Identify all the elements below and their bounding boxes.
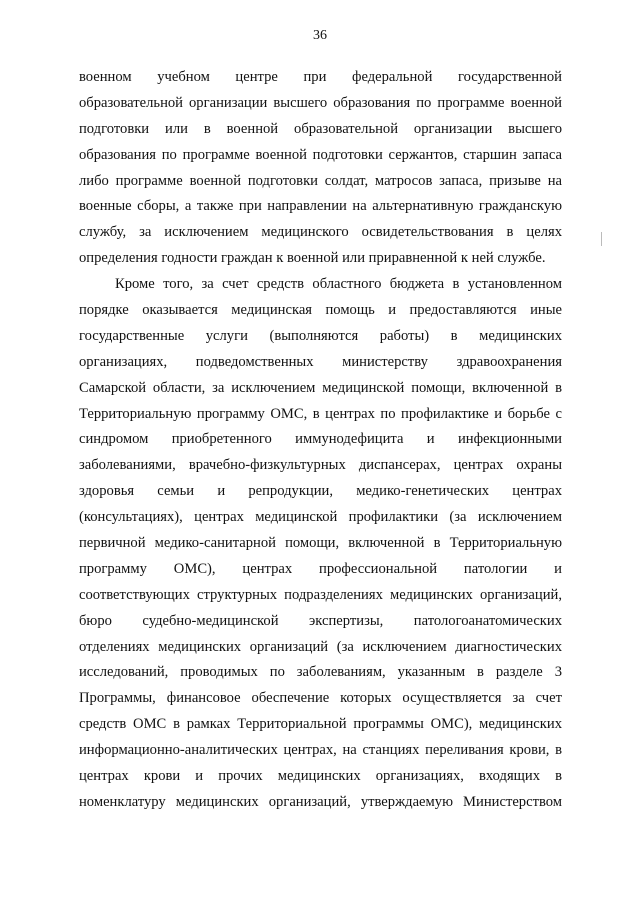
text-line: Самарской области, за исключением медицинской помощи, включенной в bbox=[79, 379, 562, 396]
text-line: центрах крови и прочих медицинских организациях, входящих в bbox=[79, 768, 562, 785]
text-line: военном учебном центре при федеральной государственной bbox=[79, 69, 562, 85]
text-line: средств ОМС в рамках Территориальной программы ОМС), медицинских bbox=[79, 716, 562, 733]
text-line: военные сборы, а также при направлении на альтернативную гражданскую bbox=[79, 198, 562, 215]
text-line: Кроме того, за счет средств областного бюджета в установленном bbox=[115, 276, 562, 293]
text-line: программу ОМС), центрах профессиональной патологии и bbox=[79, 560, 562, 577]
text-line: отделениях медицинских организаций (за исключением диагностических bbox=[79, 638, 562, 655]
text-line: заболеваниями, врачебно-физкультурных диспансерах, центрах охраны bbox=[79, 457, 562, 474]
text-line: номенклатуру медицинских организаций, утверждаемую Министерством bbox=[79, 793, 562, 810]
document-body bbox=[79, 65, 562, 816]
text-line: образовательной организации высшего образования по программе военной bbox=[79, 94, 562, 111]
text-line: Территориальную программу ОМС, в центрах по профилактике и борьбе с bbox=[79, 405, 562, 422]
text-line: (консультациях), центрах медицинской профилактики (за исключением bbox=[79, 509, 562, 526]
text-line: соответствующих структурных подразделениях медицинских организаций, bbox=[79, 586, 562, 603]
text-line: бюро судебно-медицинской экспертизы, патологоанатомических bbox=[79, 612, 562, 629]
text-line: первичной медико-санитарной помощи, включенной в Территориальную bbox=[79, 535, 562, 552]
text-line: порядке оказывается медицинская помощь и предоставляются иные bbox=[79, 302, 562, 319]
text-line: синдромом приобретенного иммунодефицита и инфекционными bbox=[79, 431, 562, 448]
text-line: Программы, финансовое обеспечение которых осуществляется за счет bbox=[79, 690, 562, 707]
text-line: исследований, проводимых по заболеваниям, указанным в разделе 3 bbox=[79, 664, 562, 681]
text-line: определения годности граждан к военной или приравненной к ней службе. bbox=[79, 250, 546, 267]
text-line: информационно-аналитических центрах, на станциях переливания крови, в bbox=[79, 742, 562, 759]
page-number: 36 bbox=[313, 28, 327, 43]
text-line: государственные услуги (выполняются работы) в медицинских bbox=[79, 327, 562, 344]
text-line: либо программе военной подготовки солдат, матросов запаса, призыве на bbox=[79, 172, 562, 189]
text-line: здоровья семьи и репродукции, медико-генетических центрах bbox=[79, 483, 562, 500]
text-line: службу, за исключением медицинского освидетельствования в целях bbox=[79, 224, 562, 241]
text-line: организациях, подведомственных министерству здравоохранения bbox=[79, 353, 562, 370]
paragraph-1 bbox=[79, 65, 562, 272]
text-line: подготовки или в военной образовательной организации высшего bbox=[79, 120, 562, 137]
text-line: образования по программе военной подготовки сержантов, старшин запаса bbox=[79, 146, 562, 163]
paragraph-2 bbox=[79, 272, 562, 816]
scan-artifact-mark bbox=[601, 232, 602, 246]
